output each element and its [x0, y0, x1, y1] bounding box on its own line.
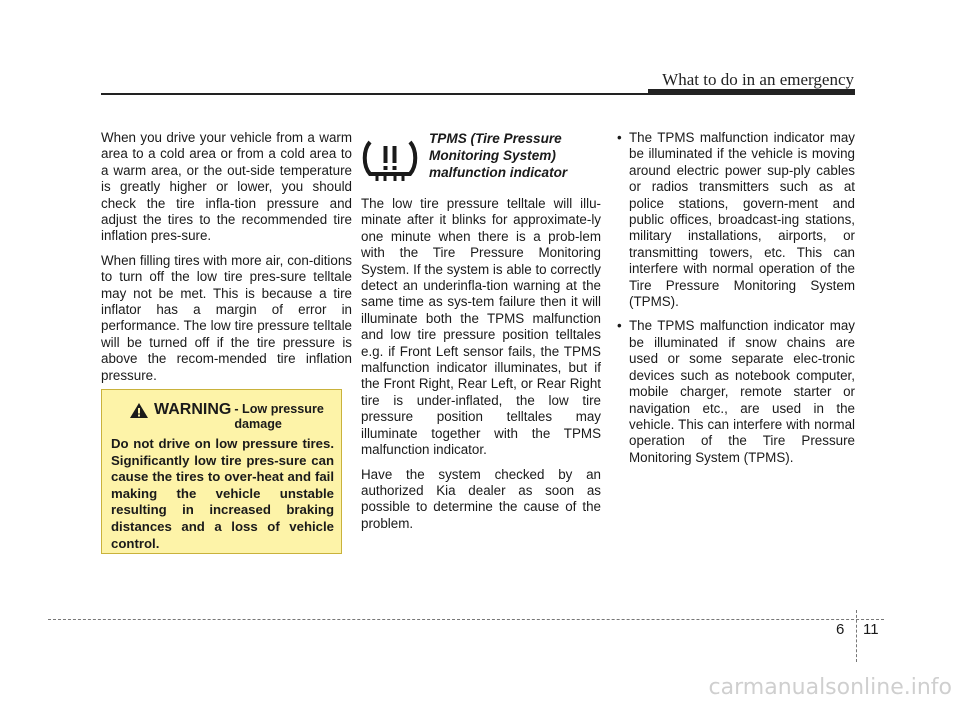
- column-left: [101, 130, 352, 392]
- bullet-dot-icon: •: [617, 130, 622, 145]
- paragraph-temperature: When you drive your vehicle from a warm area to a cold area or from a cold area to a warm area, or the out-side temperature is greatly higher or lower, you should check the tire infla-tion pressure and adjust the tires to the recommended tire inflation pres-sure.: [101, 130, 352, 244]
- warning-subtitle: - Low pressure damage: [234, 402, 324, 431]
- paragraph-tpms-telltale: The low tire pressure telltale will illu-minate after it blinks for approximate-ly one minute when there is a prob-lem with the Tire Pressure Monitoring System. If the system is able to correctly detect an underinfla-tion warning at the same time as sys-tem failure then it will illuminate both the TPMS malfunction and low tire pressure position telltales e.g. if Front Left sensor fails, the TPMS malfunction indicator illuminates, but if the Front Right, Rear Left, or Rear Right tire is under-inflated, the low tire pressure position telltales may illuminate together with the TPMS malfunction indicator.: [361, 196, 601, 458]
- watermark: carmanualsonline.info: [708, 675, 952, 700]
- page-number: 11: [863, 621, 879, 638]
- warning-box: [101, 389, 342, 554]
- warning-header: [111, 400, 334, 432]
- tpms-heading: [361, 130, 601, 182]
- warning-triangle-icon: [129, 402, 149, 419]
- section-title: What to do in an emergency: [662, 70, 854, 89]
- bullet-text-snow-chains: The TPMS malfunction indicator may be illuminated if snow chains are used or some separate elec-tronic devices such as notebook computer, mobile charger, remote starter or navigation etc., are used in the vehicle. This can interfere with normal operation of the Tire Pressure Monitoring System (TPMS).: [629, 318, 855, 465]
- tpms-indicator-icon: [361, 136, 419, 182]
- footer-rule: [48, 619, 884, 620]
- bullet-text-radio: The TPMS malfunction indicator may be illuminated if the vehicle is moving around electric power sup-ply cables or radios transmitters such as at police stations, govern-ment and public offices, broadcast-ing stations, military installations, airports, or transmitting towers, etc. This can interfere with normal operation of the Tire Pressure Monitoring System (TPMS).: [629, 130, 855, 310]
- bullet-list: [617, 130, 855, 466]
- warning-label: WARNING: [154, 401, 232, 418]
- page-divider: [856, 610, 857, 662]
- paragraph-dealer-check: Have the system checked by an authorized Kia dealer as soon as possible to determine the cause of the problem.: [361, 466, 601, 531]
- list-item: [617, 318, 855, 466]
- column-right: [617, 130, 855, 474]
- paragraph-filling-tires: When filling tires with more air, con-ditions to turn off the low tire pres-sure telltale may not be met. This is because a tire inflator has a margin of error in performance. The low tire pressure telltale will be turned off if the tire pressure is above the recom-mended tire inflation pressure.: [101, 252, 352, 383]
- list-item: [617, 130, 855, 310]
- chapter-number: 6: [836, 621, 845, 638]
- warning-body: Do not drive on low pressure tires. Significantly low tire pres-sure can cause the tires to over-heat and fail making the vehicle unstable resulting in increased braking distances and a loss of vehicle control.: [111, 436, 334, 551]
- column-middle: [361, 130, 601, 540]
- tpms-title: TPMS (Tire Pressure Monitoring System) malfunction indicator: [429, 131, 568, 180]
- header-accent-bar: [648, 89, 855, 95]
- bullet-dot-icon: •: [617, 318, 622, 334]
